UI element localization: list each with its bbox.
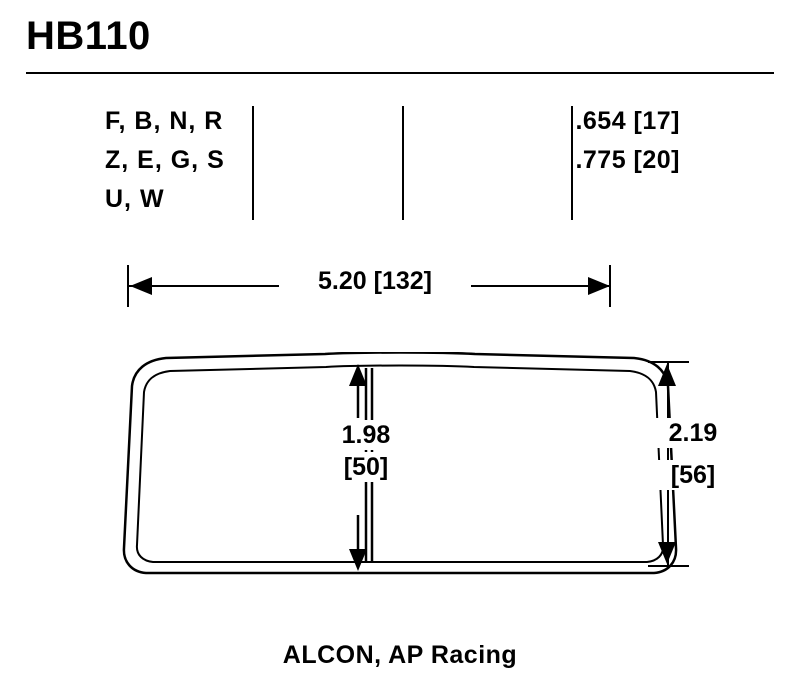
application-caption: ALCON, AP Racing <box>282 641 518 669</box>
width-dimension-label: 5.20 [132] <box>279 266 471 296</box>
slot-dimension-label-in: 1.98 <box>306 420 426 450</box>
height-dimension-label-in: 2.19 <box>628 418 758 448</box>
header-separator-2 <box>402 106 404 220</box>
part-number-title: HB110 <box>26 14 151 58</box>
thickness-value-1: .654 [17] <box>575 107 680 135</box>
header-separator-1 <box>252 106 254 220</box>
thickness-value-2: .775 [20] <box>575 146 680 174</box>
arrow-down-icon <box>658 542 676 564</box>
arrow-up-icon <box>658 364 676 386</box>
compound-code-line-2: Z, E, G, S <box>105 146 225 174</box>
title-divider <box>26 72 774 74</box>
arrow-left-icon <box>130 277 152 295</box>
compound-code-line-3: U, W <box>105 185 165 213</box>
arrow-right-icon <box>588 277 610 295</box>
header-separator-3 <box>571 106 573 220</box>
height-dimension-label-mm: [56] <box>628 460 758 490</box>
compound-code-line-1: F, B, N, R <box>105 107 224 135</box>
slot-dimension-label-mm: [50] <box>306 452 426 482</box>
